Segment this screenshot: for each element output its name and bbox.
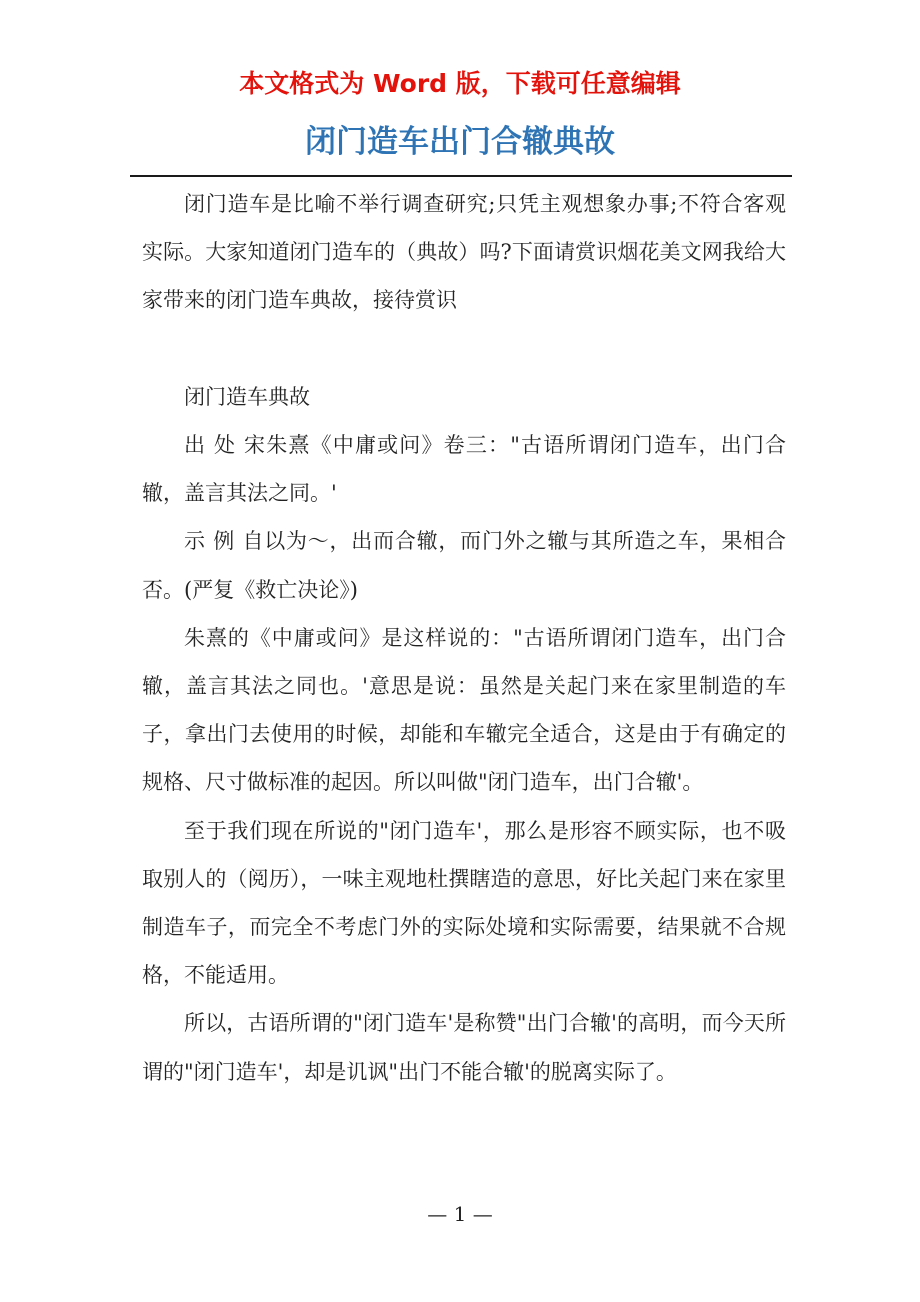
document-title: 闭门造车出门合辙典故 [305, 124, 615, 160]
page-number: — 1 — [427, 1202, 493, 1226]
source-paragraph: 出 处 宋朱熹《中庸或问》卷三："古语所谓闭门造车，出门合辙，盖言其法之同。' [142, 433, 786, 506]
document-body [142, 180, 786, 1096]
download-notice-banner: 本文格式为 Word 版，下载可任意编辑 [239, 69, 681, 98]
explanation-paragraph: 朱熹的《中庸或问》是这样说的："古语所谓闭门造车，出门合辙，盖言其法之同也。'意思是说：虽然是关起门来在家里制造的车子，拿出门去使用的时候，却能和车辙完全适合，这是由于有确定的规格、尺寸做标准的起因。所以叫做"闭门造车，出门合辙'。 [142, 625, 786, 795]
intro-paragraph: 闭门造车是比喻不举行调查研究;只凭主观想象办事;不符合客观实际。大家知道闭门造车的（典故）吗?下面请赏识烟花美文网我给大家带来的闭门造车典故，接待赏识 [142, 192, 786, 313]
conclusion-paragraph: 所以，古语所谓的"闭门造车'是称赞"出门合辙'的高明，而今天所谓的"闭门造车'，却是讥讽"出门不能合辙'的脱离实际了。 [142, 1011, 786, 1084]
title-divider [130, 175, 792, 177]
example-paragraph: 示 例 自以为～，出而合辙，而门外之辙与其所造之车，果相合否。(严复《救亡决论》) [142, 529, 786, 602]
section-heading: 闭门造车典故 [184, 384, 310, 409]
modern-meaning-paragraph: 至于我们现在所说的"闭门造车'，那么是形容不顾实际，也不吸取别人的（阅历），一味主观地杜撰瞎造的意思，好比关起门来在家里制造车子，而完全不考虑门外的实际处境和实际需要，结果就不合规格，不能适用。 [142, 818, 786, 988]
